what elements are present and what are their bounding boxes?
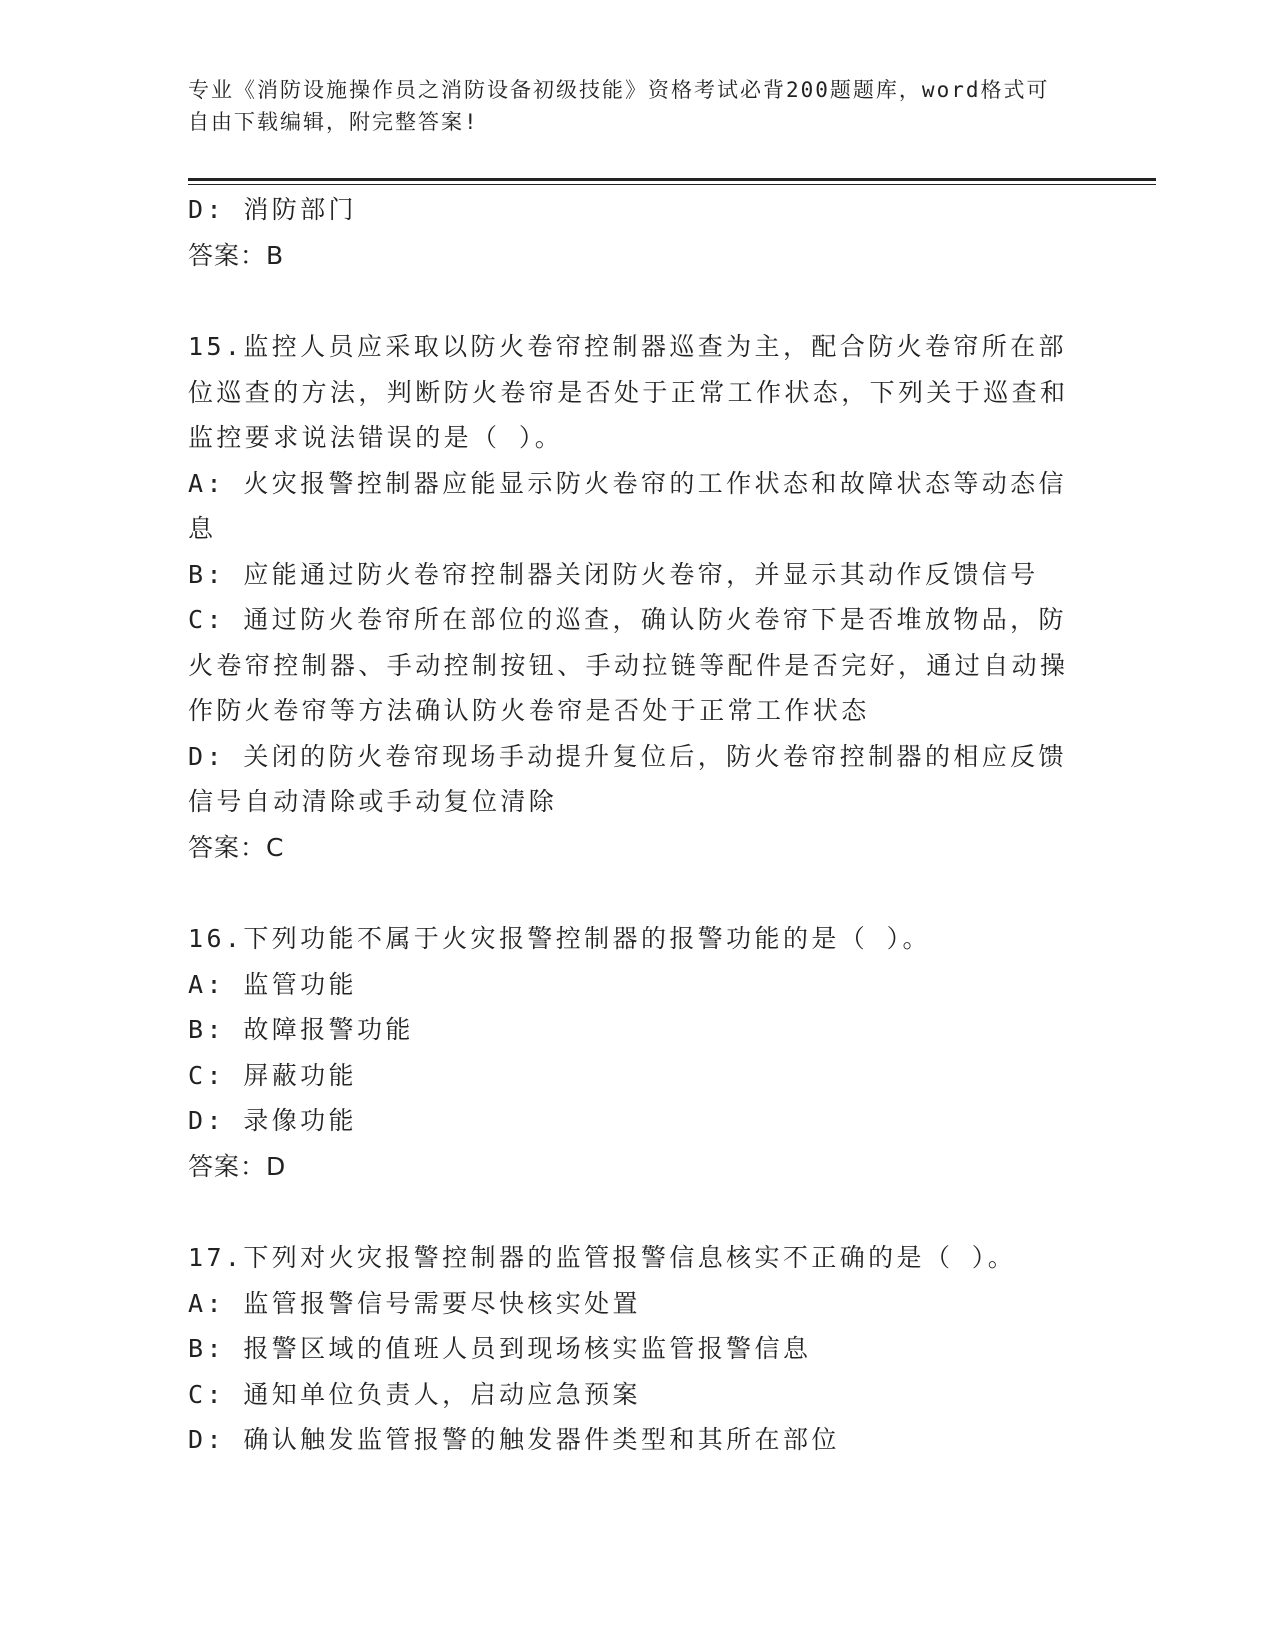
prev-answer: 答案：B <box>188 240 285 270</box>
page-header: 专业《消防设施操作员之消防设备初级技能》资格考试必背200题题库，word格式可自由下载编辑，附完整答案! <box>188 78 1050 134</box>
question-15-option-d: D: 关闭的防火卷帘现场手动提升复位后，防火卷帘控制器的相应反馈信号自动清除或手动复位清除 <box>188 741 1067 816</box>
question-16-answer: 答案：D <box>188 1151 287 1181</box>
question-15-option-b: B: 应能通过防火卷帘控制器关闭防火卷帘，并显示其动作反馈信号 <box>188 559 1039 589</box>
spacer <box>188 870 1078 916</box>
prev-option-d: D: 消防部门 <box>188 195 357 224</box>
header-divider-thick <box>188 178 1156 181</box>
question-content <box>188 187 1078 1463</box>
question-17-option-b: B: 报警区域的值班人员到现场核实监管报警信息 <box>188 1334 812 1363</box>
question-17-option-d: D: 确认触发监管报警的触发器件类型和其所在部位 <box>188 1425 840 1454</box>
question-15-answer: 答案：C <box>188 832 285 862</box>
question-16-stem: 16.下列功能不属于火灾报警控制器的报警功能的是（ ）。 <box>188 924 931 953</box>
question-15-option-c: C: 通过防火卷帘所在部位的巡查，确认防火卷帘下是否堆放物品，防火卷帘控制器、手动控制按钮、手动拉链等配件是否完好，通过自动操作防火卷帘等方法确认防火卷帘是否处于正常工作状态 <box>188 605 1069 725</box>
question-16-option-b: B: 故障报警功能 <box>188 1015 414 1044</box>
spacer <box>188 1189 1078 1235</box>
question-16-option-c: C: 屏蔽功能 <box>188 1060 357 1090</box>
question-16-option-a: A: 监管功能 <box>188 969 357 999</box>
question-17-option-c: C: 通知单位负责人，启动应急预案 <box>188 1379 641 1409</box>
question-15-stem: 15.监控人员应采取以防火卷帘控制器巡查为主，配合防火卷帘所在部位巡查的方法，判断防火卷帘是否处于正常工作状态，下列关于巡查和监控要求说法错误的是（ ）。 <box>188 332 1069 452</box>
question-16-option-d: D: 录像功能 <box>188 1106 357 1135</box>
question-17-stem: 17.下列对火灾报警控制器的监管报警信息核实不正确的是（ ）。 <box>188 1243 1017 1272</box>
question-17-option-a: A: 监管报警信号需要尽快核实处置 <box>188 1288 641 1318</box>
header-divider-thin <box>188 184 1156 185</box>
question-15-option-a: A: 火灾报警控制器应能显示防火卷帘的工作状态和故障状态等动态信息 <box>188 468 1067 543</box>
spacer <box>188 278 1078 324</box>
